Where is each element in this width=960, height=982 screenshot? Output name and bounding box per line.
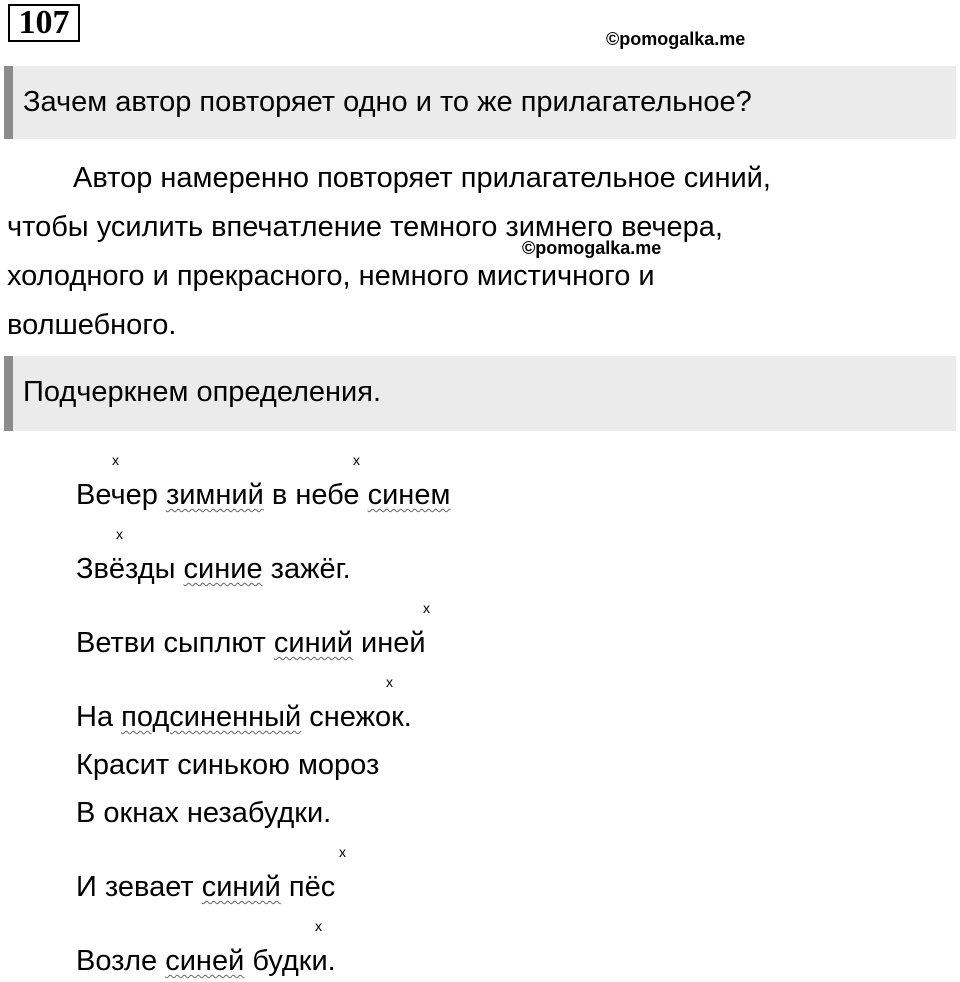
- adjective-mark: x: [315, 918, 322, 934]
- adjective-underlined: синий: [201, 871, 281, 903]
- poem-line: Возле синей будки.: [76, 945, 336, 977]
- adjective-mark: x: [112, 452, 119, 468]
- poem-line: Красит синькою мороз: [76, 749, 380, 781]
- adjective-underlined: синем: [367, 479, 451, 511]
- question-text: Зачем автор повторяет одно и то же прилагательное?: [23, 86, 752, 118]
- adjective-mark: x: [386, 674, 393, 690]
- answer-line: волшебного.: [7, 309, 177, 341]
- adjective-underlined: подсиненный: [121, 701, 302, 733]
- answer-line: чтобы усилить впечатление темного зимнего вечера,: [7, 211, 723, 243]
- watermark: ©pomogalka.me: [606, 29, 746, 49]
- adjective-mark: x: [116, 526, 123, 542]
- poem-line: И зевает синий пёс: [76, 871, 336, 903]
- adjective-underlined: синей: [165, 945, 245, 977]
- poem-line: В окнах незабудки.: [76, 797, 332, 829]
- answer-line: Автор намеренно повторяет прилагательное синий,: [73, 162, 771, 194]
- poem-line: Звёзды синие зажёг.: [76, 553, 351, 585]
- answer-paragraph: [7, 154, 907, 350]
- adjective-underlined: зимний: [165, 479, 264, 511]
- watermark: ©pomogalka.me: [522, 238, 662, 258]
- task-number: 107: [8, 4, 80, 42]
- instruction-bar: [4, 356, 956, 431]
- adjective-mark: x: [353, 452, 360, 468]
- adjective-mark: x: [339, 844, 346, 860]
- question-bar: [4, 66, 956, 139]
- instruction-text: Подчеркнем определения.: [23, 376, 382, 408]
- poem-line: Вечер зимний в небе синем: [76, 479, 451, 511]
- adjective-underlined: синие: [183, 553, 263, 585]
- adjective-mark: x: [423, 600, 430, 616]
- poem-line: Ветви сыплют синий иней: [76, 627, 426, 659]
- adjective-underlined: синий: [273, 627, 353, 659]
- answer-line: холодного и прекрасного, немного мистичного и: [7, 260, 655, 292]
- poem-line: На подсиненный снежок.: [76, 701, 412, 733]
